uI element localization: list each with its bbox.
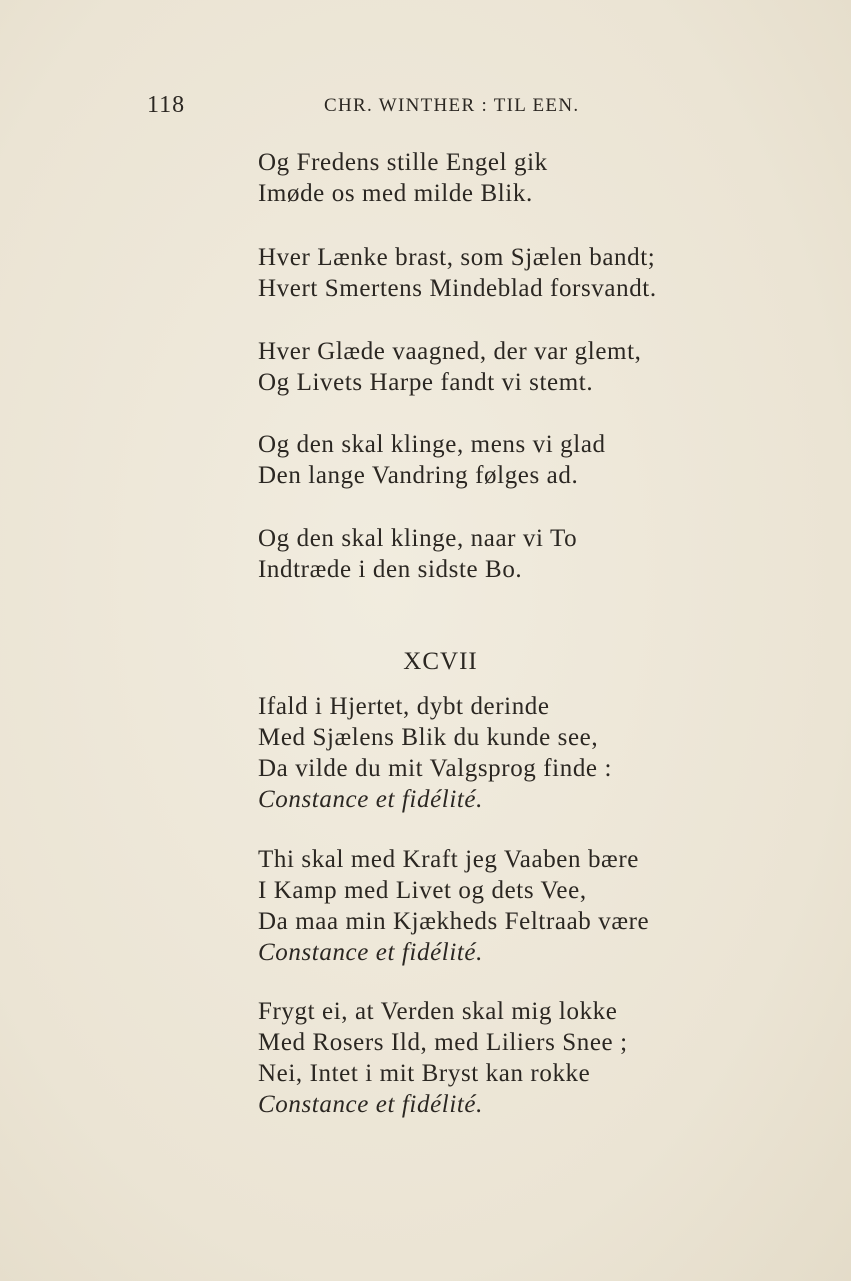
stanza: [258, 147, 818, 209]
stanza: [258, 523, 818, 585]
poem-line: Med Sjælens Blik du kunde see,: [258, 724, 599, 751]
poem-line: Nei, Intet i mit Bryst kan rokke: [258, 1060, 591, 1087]
poem-line: Den lange Vandring følges ad.: [258, 462, 579, 489]
poem-number-heading: XCVII: [403, 648, 478, 675]
stanza: [258, 429, 818, 491]
poem-line: Thi skal med Kraft jeg Vaaben bære: [258, 846, 639, 873]
poem-line: Og Fredens stille Engel gik: [258, 149, 548, 176]
running-head: [0, 92, 851, 122]
poem-line: Imøde os med milde Blik.: [258, 180, 533, 207]
poem-line: Frygt ei, at Verden skal mig lokke: [258, 998, 618, 1025]
poem-line: Da vilde du mit Valgsprog finde :: [258, 755, 613, 782]
poem-line: Og den skal klinge, mens vi glad: [258, 431, 606, 458]
refrain-line: Constance et fidélité.: [258, 786, 483, 813]
page-number: 118: [147, 92, 186, 118]
poem-line: Hver Glæde vaagned, der var glemt,: [258, 338, 642, 365]
stanza: [258, 996, 818, 1120]
poem-line: Hver Lænke brast, som Sjælen bandt;: [258, 244, 656, 271]
stanza: [258, 336, 818, 398]
stanza: [258, 844, 818, 968]
poem-line: Og Livets Harpe fandt vi stemt.: [258, 369, 594, 396]
poem-line: Hvert Smertens Mindeblad forsvandt.: [258, 275, 657, 302]
refrain-line: Constance et fidélité.: [258, 939, 483, 966]
poem-line: Ifald i Hjertet, dybt derinde: [258, 693, 550, 720]
running-title: CHR. WINTHER : TIL EEN.: [324, 95, 580, 116]
stanza: [258, 691, 818, 815]
poem-line: I Kamp med Livet og dets Vee,: [258, 877, 587, 904]
refrain-line: Constance et fidélité.: [258, 1091, 483, 1118]
poem-line: Indtræde i den sidste Bo.: [258, 556, 523, 583]
stanza: [258, 242, 818, 304]
poem-line: Da maa min Kjækheds Feltraab være: [258, 908, 650, 935]
poem-line: Og den skal klinge, naar vi To: [258, 525, 578, 552]
poem-line: Med Rosers Ild, med Liliers Snee ;: [258, 1029, 628, 1056]
